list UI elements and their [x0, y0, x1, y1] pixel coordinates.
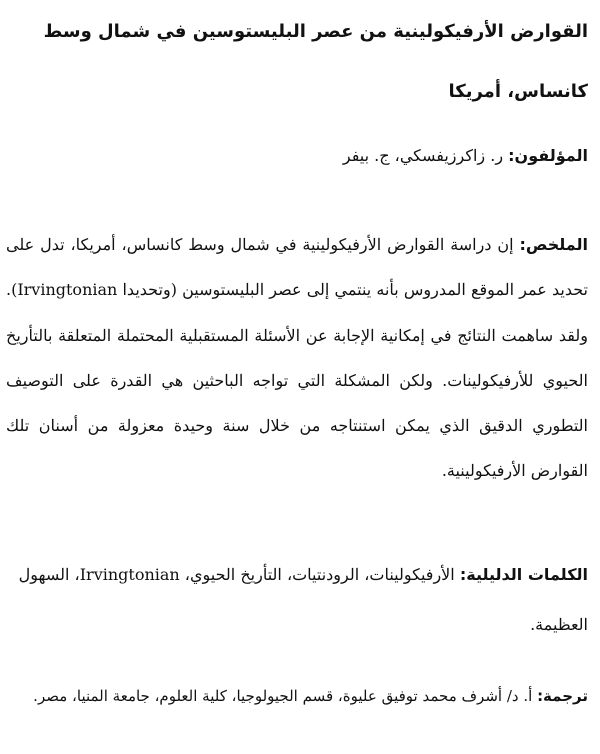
keywords-paragraph: [6, 550, 588, 650]
keywords-label: الكلمات الدليلية:: [459, 565, 588, 584]
keywords-value: الأرفيكولينات، الرودنتيات، التأريخ الحيوي، Irvingtonian، السهول العظيمة.: [18, 565, 588, 634]
abstract-label: الملخص:: [519, 235, 588, 254]
abstract-paragraph: [6, 222, 588, 494]
authors-line: [6, 146, 588, 165]
translation-label: ترجمة:: [537, 687, 588, 705]
translation-value: أ. د/ أشرف محمد توفيق عليوة، قسم الجيولوجيا، كلية العلوم، جامعة المنيا، مصر.: [33, 687, 533, 705]
authors-value: ر. زاكرزيفسكي، ج. بيفر: [342, 146, 504, 165]
paper-title: القوارض الأرفيكولينية من عصر البليستوسين في شمال وسط كانساس، أمريكا: [43, 21, 588, 102]
translation-paragraph: [6, 678, 588, 714]
authors-label: المؤلفون:: [508, 146, 588, 165]
abstract-text: إن دراسة القوارض الأرفيكولينية في شمال وسط كانساس، أمريكا، تدل على تحديد عمر الموقع المدروس بأنه ينتمي إلى عصر البليستوسين (وتحديدا Irvingtonian). ولقد ساهمت النتائج في إمكانية الإجابة عن الأسئلة المستقبلية المحتملة المتعلقة بالتأريخ الحيوي للأرفيكولينات. ولكن المشكلة التي تواجه الباحثين هي القدرة على التوصيف التطوري الدقيق الذي يمكن استنتاجه من خلال سنة وحيدة معزولة من أسنان تلك القوارض الأرفيكولينية.: [6, 235, 588, 481]
